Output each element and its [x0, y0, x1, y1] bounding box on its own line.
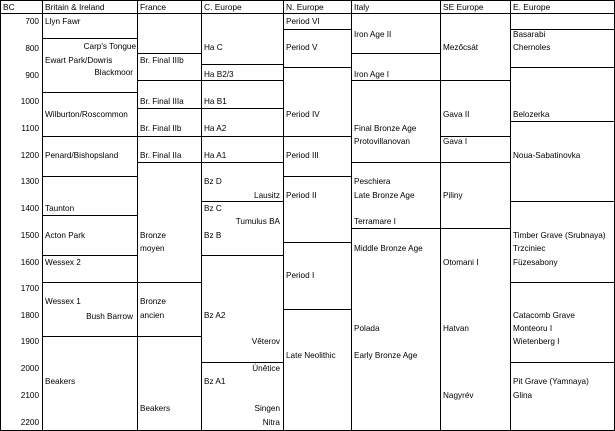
column-header-france: France [140, 2, 167, 12]
column-header-n-europe: N. Europe [286, 2, 324, 12]
c-europe-bz-d: Bz D [204, 177, 222, 186]
se-europe-otomani: Otomani I [443, 258, 479, 267]
britain-ewart-park: Ewart Park/Dowris [45, 56, 113, 65]
e-europe-pit-grave: Pit Grave (Yamnaya) [513, 377, 589, 386]
britain-wessex-1: Wessex 1 [45, 297, 81, 306]
n-europe-period-6: Period VI [286, 17, 320, 26]
italy-protovillanovan: Protovillanovan [354, 137, 410, 146]
c-europe-ha-b1: Ha B1 [204, 97, 227, 106]
n-europe-late-neolithic: Late Neolithic [286, 351, 336, 360]
column-header-se-europe: SE Europe [443, 2, 484, 12]
e-europe-chernoles: Chernoles [513, 43, 551, 52]
britain-carps-tongue: Carp's Tongue [83, 42, 136, 51]
france-bronze-moyen: Bronze [140, 231, 166, 240]
year-label: 1400 [20, 204, 39, 213]
c-europe-bz-a2: Bz A2 [204, 311, 226, 320]
britain-penard: Penard/Bishopsland [45, 151, 119, 160]
n-europe-period-3: Period III [286, 151, 319, 160]
se-europe-hatvan: Hatvan [443, 324, 469, 333]
c-europe-nitra: Nitra [262, 418, 280, 427]
column-header-italy: Italy [354, 2, 370, 12]
italy-iron-age-1: Iron Age I [354, 70, 390, 79]
france-br-final-3b: Br. Final IIIb [140, 56, 184, 65]
c-europe-veterov: Věterov [251, 337, 280, 346]
britain-wilburton: Wilburton/Roscommon [45, 110, 128, 119]
italy-iron-age-2: Iron Age II [354, 30, 392, 39]
year-label: 1700 [20, 284, 39, 293]
se-europe-gava-1: Gava I [443, 137, 468, 146]
e-europe-fuzesabony: Füzesabony [513, 258, 558, 267]
column-header-britain: Britain & Ireland [45, 2, 105, 12]
column-header-c-europe: C. Europe [204, 2, 242, 12]
france-bronze-moyen: moyen [140, 244, 165, 253]
se-europe-gava-2: Gava II [443, 110, 470, 119]
britain-bush-barrow: Bush Barrow [86, 312, 133, 321]
e-europe-trzciniec: Trzciniec [513, 244, 546, 253]
britain-blackmoor: Blackmoor [94, 68, 133, 77]
britain-acton-park: Acton Park [45, 231, 86, 240]
france-beakers: Beakers [140, 404, 171, 413]
year-label: 1100 [21, 124, 39, 133]
france-br-final-2a: Br. Final IIa [140, 151, 182, 160]
year-label: 1000 [20, 97, 39, 106]
year-label: 2000 [20, 364, 39, 373]
n-europe-period-1: Period I [286, 271, 315, 280]
year-label: 700 [25, 17, 39, 26]
n-europe-period-5: Period V [286, 43, 318, 52]
c-europe-lausitz: Lausitz [254, 191, 280, 200]
year-label: 1200 [20, 151, 39, 160]
italy-final-bronze-age: Final Bronze Age [354, 124, 417, 133]
c-europe-ha-a1: Ha A1 [204, 151, 227, 160]
year-label: 1500 [20, 231, 39, 240]
e-europe-wietenberg: Wietenberg I [513, 337, 560, 346]
year-label: 1300 [20, 177, 39, 186]
year-label: 1900 [20, 337, 39, 346]
c-europe-ha-c: Ha C [204, 43, 223, 52]
italy-middle-bronze-age: Middle Bronze Age [354, 244, 423, 253]
france-br-final-3a: Br. Final IIIa [140, 97, 184, 106]
c-europe-bz-c: Bz C [204, 204, 222, 213]
se-europe-piliny: Piliny [443, 191, 463, 200]
n-europe-period-4: Period IV [286, 110, 320, 119]
c-europe-ha-b23: Ha B2/3 [204, 70, 234, 79]
year-label: 900 [25, 71, 39, 80]
year-label: 2100 [20, 391, 39, 400]
c-europe-bz-b: Bz B [204, 231, 222, 240]
year-label: 2200 [20, 418, 39, 427]
e-europe-belozerka: Belozerka [513, 110, 550, 119]
e-europe-glina: Glina [513, 391, 533, 400]
n-europe-period-2: Period II [286, 191, 317, 200]
e-europe-basarabi: Basarabi [513, 30, 546, 39]
c-europe-singen: Singen [254, 404, 280, 413]
se-europe-mezocsat: Mezőcsát [443, 43, 479, 52]
c-europe-tumulus: Tumulus BA [235, 217, 280, 226]
italy-polada: Polada [354, 324, 380, 333]
france-bronze-ancien: ancien [140, 311, 165, 320]
e-europe-noua-sabatinovka: Noua-Sabatinovka [513, 151, 581, 160]
header-bc: BC [3, 2, 15, 12]
italy-terramare: Terramare I [354, 217, 396, 226]
britain-taunton: Taunton [45, 204, 75, 213]
italy-peschiera: Peschiera [354, 177, 391, 186]
year-label: 800 [25, 44, 39, 53]
e-europe-catacomb-grave: Catacomb Grave [513, 311, 575, 320]
italy-early-bronze-age: Early Bronze Age [354, 351, 418, 360]
c-europe-bz-a1: Bz A1 [204, 377, 226, 386]
france-bronze-ancien: Bronze [140, 297, 166, 306]
britain-llyn-fawr: Llyn Fawr [45, 17, 81, 26]
britain-wessex-2: Wessex 2 [45, 258, 81, 267]
se-europe-nagyrev: Nagyrév [443, 391, 474, 400]
column-header-e-europe: E. Europe [513, 2, 551, 12]
c-europe-ha-a2: Ha A2 [204, 124, 227, 133]
e-europe-monteoru: Monteoru I [513, 324, 553, 333]
c-europe-unetice: Únětice [252, 364, 280, 373]
france-br-final-2b: Br. Final IIb [140, 124, 182, 133]
italy-late-bronze-age: Late Bronze Age [354, 191, 415, 200]
britain-beakers: Beakers [45, 377, 76, 386]
year-label: 1800 [20, 311, 39, 320]
year-label: 1600 [20, 258, 39, 267]
e-europe-timber-grave: Timber Grave (Srubnaya) [513, 231, 606, 240]
